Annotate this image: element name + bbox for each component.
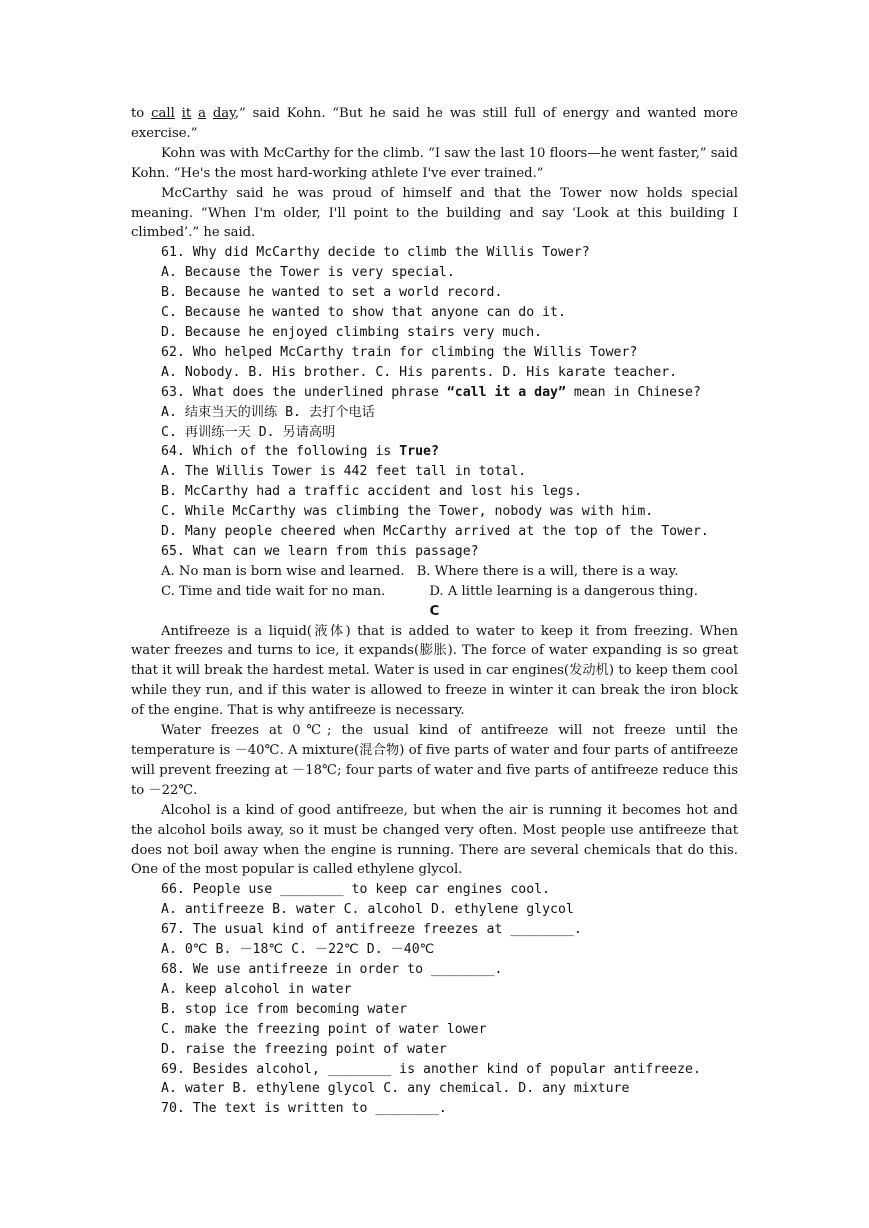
question-62: [131, 343, 738, 383]
question-stem: [131, 383, 738, 403]
question-stem: 69. Besides alcohol, ________ is another kind of popular antifreeze.: [161, 1061, 701, 1077]
text-run: ,” said Kohn. “But he said he was still full of energy and wanted more exercise.”: [131, 106, 738, 141]
question-61: [131, 243, 738, 343]
option-c: C. While McCarthy was climbing the Tower, nobody was with him.: [161, 504, 654, 520]
text-run: to: [131, 106, 152, 121]
highlighted-word: True?: [399, 444, 439, 460]
passage-b-paragraph-2: McCarthy said he was proud of himself and that the Tower now holds special meaning. “When I'm older, I'll point to the building and say ‘Look at this building I climbed’.” he said.: [131, 185, 738, 241]
question-68: [131, 960, 738, 1060]
option-b: B. McCarthy had a traffic accident and lost his legs.: [161, 484, 582, 500]
options-ab: A. 结束当天的训练 B. 去打个电话: [161, 404, 375, 420]
options-line: A. Nobody. B. His brother. C. His parents. D. His karate teacher.: [161, 364, 678, 380]
question-stem: 66. People use ________ to keep car engines cool.: [161, 882, 551, 898]
text-run: mean in Chinese?: [565, 384, 701, 400]
question-stem: 62. Who helped McCarthy train for climbing the Willis Tower?: [161, 344, 638, 360]
option-d: D. A little learning is a dangerous thing.: [429, 583, 698, 599]
option-b: B. Where there is a will, there is a way.: [416, 563, 679, 579]
question-65: [131, 542, 738, 602]
underlined-word: a: [198, 106, 206, 121]
options-cd: C. 再训练一天 D. 另请高明: [161, 424, 336, 440]
question-63: [131, 383, 738, 443]
question-69: [131, 1060, 738, 1100]
options-ab: [131, 562, 738, 582]
option-c: C. make the freezing point of water lower: [161, 1021, 487, 1037]
document-page: [131, 104, 738, 1119]
text-run: 63. What does the underlined phrase: [161, 384, 447, 400]
question-stem: 67. The usual kind of antifreeze freezes at ________.: [161, 922, 582, 938]
option-c: C. Time and tide wait for no man.: [161, 583, 386, 599]
highlighted-phrase: “call it a day”: [446, 384, 566, 400]
option-d: D. Many people cheered when McCarthy arrived at the top of the Tower.: [161, 524, 709, 540]
underlined-word: call: [151, 106, 175, 121]
options-cd: [131, 582, 738, 602]
option-a: A. keep alcohol in water: [161, 981, 352, 997]
question-stem: 70. The text is written to ________.: [161, 1101, 447, 1117]
option-b: B. Because he wanted to set a world record.: [161, 285, 503, 301]
options-line: A. antifreeze B. water C. alcohol D. ethylene glycol: [161, 902, 574, 918]
option-a: A. The Willis Tower is 442 feet tall in total.: [161, 464, 527, 480]
question-stem: 65. What can we learn from this passage?: [161, 543, 479, 559]
text-run: 64. Which of the following is: [161, 444, 400, 460]
passage-b-paragraph-1: Kohn was with McCarthy for the climb. “I saw the last 10 floors—he went faster,” said Kohn. “He's the most hard-working athlete I've ever trained.”: [131, 145, 738, 181]
option-b: B. stop ice from becoming water: [161, 1001, 408, 1017]
option-d: D. raise the freezing point of water: [161, 1041, 447, 1057]
question-70: [131, 1099, 738, 1119]
underlined-word: it: [181, 106, 192, 121]
options-line: A. 0℃ B. －18℃ C. －22℃ D. －40℃: [161, 942, 435, 958]
option-a: A. No man is born wise and learned.: [161, 563, 405, 579]
question-67: [131, 920, 738, 960]
question-64: [131, 442, 738, 542]
option-a: A. Because the Tower is very special.: [161, 265, 455, 281]
question-stem: 68. We use antifreeze in order to ________.: [161, 961, 503, 977]
passage-c-paragraph-3: Alcohol is a kind of good antifreeze, but when the air is running it becomes hot and the alcohol boils away, so it must be changed very often. Most people use antifreeze that does not boil away when the engine is running. There are several chemicals that do this. One of the most popular is called ethylene glycol.: [131, 802, 738, 878]
passage-c-paragraph-1: Antifreeze is a liquid(液体) that is added to water to keep it from freezing. When water freezes and turns to ice, it expands(膨胀). The force of water expanding is so great that it will break the hardest metal. Water is used in car engines(发动机) to keep them cool while they run, and if this water is allowed to freeze in winter it can break the iron block of the engine. That is why antifreeze is necessary.: [131, 623, 738, 719]
passage-b-paragraph-0: [131, 104, 738, 144]
question-66: [131, 880, 738, 920]
question-stem: [131, 442, 738, 462]
options-line: A. water B. ethylene glycol C. any chemical. D. any mixture: [161, 1081, 630, 1097]
underlined-word: day: [212, 106, 235, 121]
section-heading: C: [429, 603, 440, 619]
option-d: D. Because he enjoyed climbing stairs very much.: [161, 324, 543, 340]
option-c: C. Because he wanted to show that anyone can do it.: [161, 305, 566, 321]
passage-c-paragraph-2: Water freezes at 0℃; the usual kind of antifreeze will not freeze until the temperature is －40℃. A mixture(混合物) of five parts of water and four parts of antifreeze will prevent freezing at －18℃; four parts of water and five parts of antifreeze reduce this to －22℃.: [131, 723, 738, 798]
question-stem: 61. Why did McCarthy decide to climb the Willis Tower?: [161, 245, 590, 261]
